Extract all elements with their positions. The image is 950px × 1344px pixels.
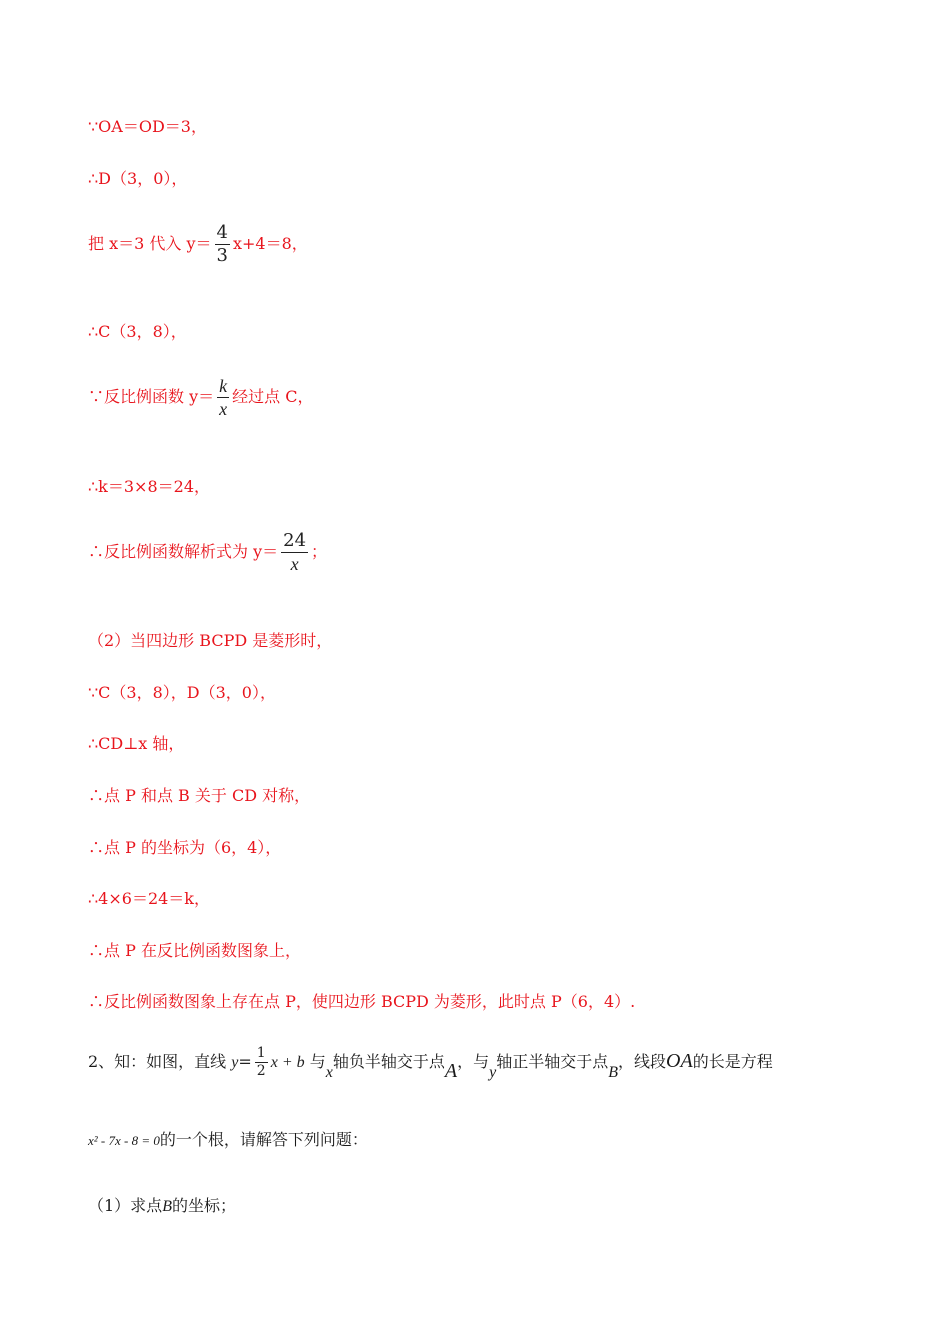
solution-line-9: ∵C（3，8），D（3，0），	[88, 683, 276, 702]
solution-line-14: ∴点 P 在反比例函数图象上，	[88, 941, 301, 960]
solution-line-3: 把 x＝3 代入 y＝ $\frac{4}{3}$ x+4＝8，	[88, 222, 308, 266]
fraction-k-over-x: $\frac{k}{x}$	[219, 376, 228, 419]
question-2-statement-cont: x² - 7x - 8 = 0的一个根，请解答下列问题：	[88, 1130, 368, 1149]
solution-line-2: ∴D（3，0），	[88, 169, 188, 188]
solution-line-8: （2）当四边形 BCPD 是菱形时，	[88, 631, 333, 650]
solution-line-4: ∴C（3，8），	[88, 322, 187, 341]
fraction-1-over-2: $\frac{1}{2}$	[256, 1045, 266, 1079]
solution-line-13: ∴4×6＝24＝k，	[88, 889, 211, 908]
question-2-part-1: （1）求点B的坐标；	[88, 1196, 236, 1215]
fraction-4-over-3: $\frac{4}{3}$	[216, 222, 228, 266]
solution-line-1: ∵OA＝OD＝3，	[88, 117, 207, 136]
solution-line-11: ∴点 P 和点 B 关于 CD 对称，	[88, 786, 311, 805]
line-equation: y= $\frac{1}{2}$ x + b	[231, 1045, 305, 1079]
solution-line-6: ∴k＝3×8＝24，	[88, 477, 211, 496]
solution-line-12: ∴点 P 的坐标为（6，4），	[88, 838, 282, 857]
question-2-statement: 2、知：如图，直线 y= $\frac{1}{2}$ x + b 与x轴负半轴交于点A，与y轴正半轴交于点B，线段OA的长是方程	[88, 1045, 773, 1082]
solution-line-5: ∵反比例函数 y＝ $\frac{k}{x}$ 经过点 C，	[88, 376, 314, 419]
solution-line-15: ∴反比例函数图象上存在点 P，使四边形 BCPD 为菱形，此时点 P（6，4）.	[88, 992, 636, 1011]
solution-line-7: ∴反比例函数解析式为 y＝ $\frac{24}{x}$ ；	[88, 530, 328, 574]
fraction-24-over-x: $\frac{24}{x}$	[283, 530, 307, 574]
quadratic-equation: x² - 7x - 8 = 0	[88, 1133, 160, 1148]
solution-line-10: ∴CD⊥x 轴，	[88, 734, 185, 753]
